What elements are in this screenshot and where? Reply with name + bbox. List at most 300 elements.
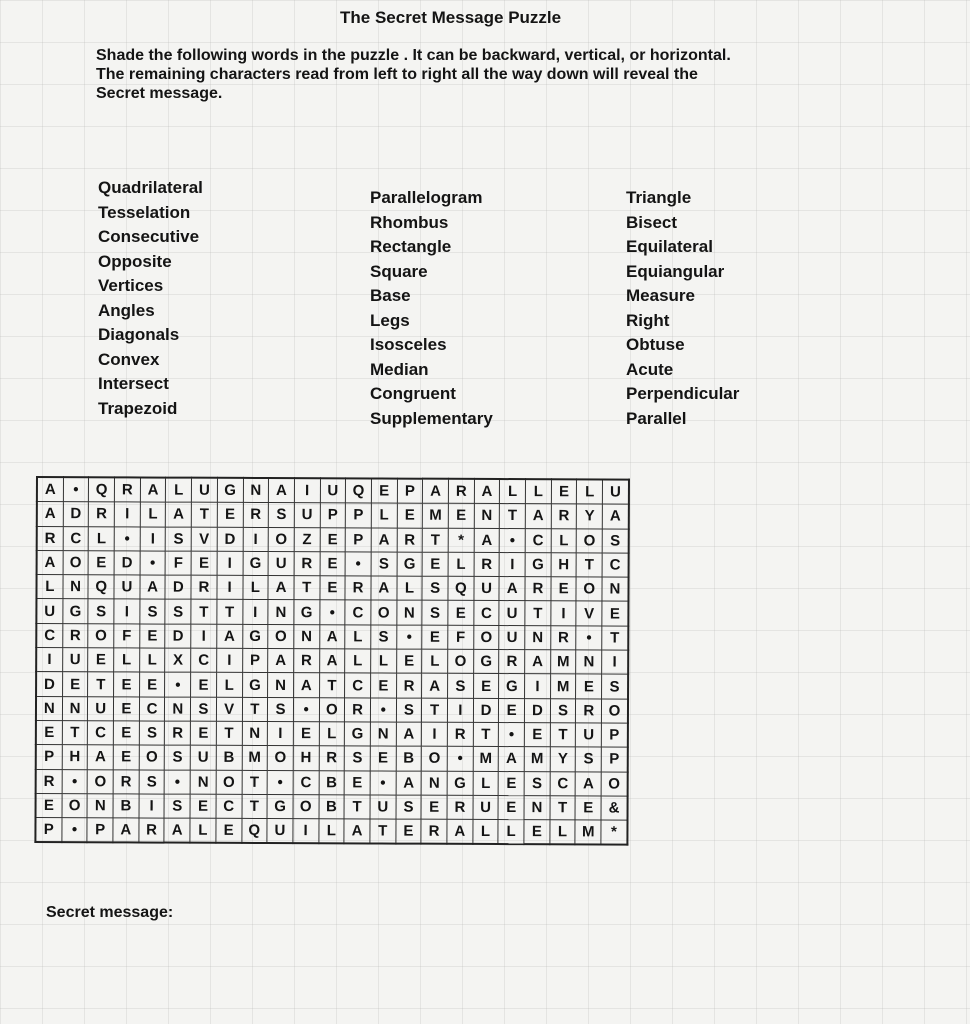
grid-cell[interactable]: G: [243, 551, 269, 575]
grid-cell[interactable]: R: [345, 698, 371, 722]
grid-cell[interactable]: O: [216, 770, 242, 794]
grid-cell[interactable]: •: [370, 771, 396, 795]
grid-cell[interactable]: T: [550, 723, 576, 747]
grid-cell[interactable]: N: [242, 721, 268, 745]
grid-cell[interactable]: S: [576, 747, 602, 771]
grid-cell[interactable]: C: [216, 794, 242, 818]
grid-cell[interactable]: L: [371, 649, 397, 673]
grid-cell[interactable]: C: [345, 673, 371, 697]
grid-cell[interactable]: C: [474, 601, 500, 625]
grid-cell[interactable]: •: [293, 697, 319, 721]
grid-cell[interactable]: I: [139, 794, 165, 818]
grid-cell[interactable]: A: [371, 576, 397, 600]
grid-cell[interactable]: C: [550, 771, 576, 795]
grid-cell[interactable]: V: [216, 697, 242, 721]
grid-cell[interactable]: H: [293, 746, 319, 770]
grid-cell[interactable]: F: [448, 625, 474, 649]
grid-cell[interactable]: L: [473, 820, 499, 845]
grid-cell[interactable]: R: [396, 673, 422, 697]
grid-cell[interactable]: A: [37, 477, 63, 502]
grid-cell[interactable]: L: [166, 478, 192, 503]
grid-cell[interactable]: E: [190, 794, 216, 818]
grid-cell[interactable]: N: [268, 600, 294, 624]
grid-cell[interactable]: L: [500, 479, 526, 504]
grid-cell[interactable]: E: [88, 648, 114, 672]
grid-cell[interactable]: A: [319, 649, 345, 673]
grid-cell[interactable]: O: [371, 600, 397, 624]
grid-cell[interactable]: I: [268, 721, 294, 745]
grid-cell[interactable]: N: [62, 696, 88, 720]
grid-cell[interactable]: D: [165, 575, 191, 599]
grid-cell[interactable]: U: [267, 819, 293, 844]
grid-cell[interactable]: S: [602, 674, 628, 698]
grid-cell[interactable]: E: [344, 770, 370, 794]
secret-message-answer-area[interactable]: [200, 904, 800, 924]
grid-cell[interactable]: •: [140, 551, 166, 575]
grid-cell[interactable]: U: [36, 599, 62, 623]
grid-cell[interactable]: O: [63, 551, 89, 575]
grid-cell[interactable]: S: [371, 625, 397, 649]
grid-cell[interactable]: L: [318, 819, 344, 844]
grid-cell[interactable]: P: [397, 479, 423, 504]
grid-cell[interactable]: P: [601, 723, 627, 747]
grid-cell[interactable]: E: [370, 673, 396, 697]
grid-cell[interactable]: A: [499, 747, 525, 771]
grid-cell[interactable]: A: [269, 478, 295, 503]
grid-cell[interactable]: G: [473, 649, 499, 673]
grid-cell[interactable]: D: [473, 698, 499, 722]
grid-cell[interactable]: C: [293, 770, 319, 794]
grid-cell[interactable]: E: [524, 820, 550, 845]
grid-cell[interactable]: A: [396, 722, 422, 746]
grid-cell[interactable]: P: [242, 648, 268, 672]
grid-cell[interactable]: T: [242, 697, 268, 721]
grid-cell[interactable]: U: [190, 745, 216, 769]
grid-cell[interactable]: Q: [241, 819, 267, 844]
grid-cell[interactable]: B: [319, 795, 345, 819]
grid-cell[interactable]: O: [473, 625, 499, 649]
grid-cell[interactable]: S: [422, 601, 448, 625]
grid-cell[interactable]: A: [525, 504, 551, 528]
grid-cell[interactable]: L: [551, 528, 577, 552]
grid-cell[interactable]: S: [550, 698, 576, 722]
grid-cell[interactable]: A: [217, 624, 243, 648]
grid-cell[interactable]: S: [166, 527, 192, 551]
grid-cell[interactable]: A: [268, 576, 294, 600]
grid-cell[interactable]: O: [422, 746, 448, 770]
grid-cell[interactable]: N: [474, 504, 500, 528]
grid-cell[interactable]: O: [576, 577, 602, 601]
grid-cell[interactable]: R: [397, 528, 423, 552]
grid-cell[interactable]: •: [62, 769, 88, 793]
grid-cell[interactable]: S: [524, 771, 550, 795]
grid-cell[interactable]: R: [165, 721, 191, 745]
grid-cell[interactable]: •: [62, 818, 88, 843]
grid-cell[interactable]: R: [191, 575, 217, 599]
grid-cell[interactable]: A: [422, 674, 448, 698]
grid-cell[interactable]: R: [113, 769, 139, 793]
grid-cell[interactable]: T: [525, 601, 551, 625]
grid-cell[interactable]: T: [500, 504, 526, 528]
grid-cell[interactable]: S: [396, 795, 422, 819]
grid-cell[interactable]: S: [602, 529, 628, 553]
grid-cell[interactable]: E: [396, 819, 422, 844]
grid-cell[interactable]: E: [191, 551, 217, 575]
grid-cell[interactable]: L: [550, 820, 576, 845]
grid-cell[interactable]: •: [370, 698, 396, 722]
grid-cell[interactable]: E: [602, 601, 628, 625]
grid-cell[interactable]: L: [525, 479, 551, 504]
grid-cell[interactable]: •: [576, 626, 602, 650]
grid-cell[interactable]: T: [217, 600, 243, 624]
grid-cell[interactable]: T: [62, 721, 88, 745]
grid-cell[interactable]: L: [422, 649, 448, 673]
grid-cell[interactable]: D: [524, 698, 550, 722]
grid-cell[interactable]: N: [370, 722, 396, 746]
grid-cell[interactable]: E: [320, 576, 346, 600]
grid-cell[interactable]: P: [346, 503, 372, 527]
grid-cell[interactable]: A: [423, 479, 449, 504]
grid-cell[interactable]: R: [551, 504, 577, 528]
grid-cell[interactable]: E: [320, 527, 346, 551]
grid-cell[interactable]: A: [37, 550, 63, 574]
grid-cell[interactable]: S: [165, 745, 191, 769]
grid-cell[interactable]: I: [525, 674, 551, 698]
grid-cell[interactable]: P: [87, 818, 113, 843]
grid-cell[interactable]: R: [243, 503, 269, 527]
grid-cell[interactable]: N: [294, 624, 320, 648]
grid-cell[interactable]: A: [371, 528, 397, 552]
grid-cell[interactable]: E: [371, 478, 397, 503]
grid-cell[interactable]: E: [36, 720, 62, 744]
grid-cell[interactable]: L: [140, 502, 166, 526]
grid-cell[interactable]: S: [448, 674, 474, 698]
grid-cell[interactable]: E: [114, 672, 140, 696]
grid-cell[interactable]: E: [448, 601, 474, 625]
grid-cell[interactable]: P: [601, 747, 627, 771]
grid-cell[interactable]: T: [216, 721, 242, 745]
grid-cell[interactable]: T: [422, 528, 448, 552]
grid-cell[interactable]: F: [114, 624, 140, 648]
grid-cell[interactable]: O: [87, 769, 113, 793]
grid-cell[interactable]: N: [396, 601, 422, 625]
grid-cell[interactable]: A: [602, 504, 628, 528]
grid-cell[interactable]: A: [164, 818, 190, 843]
grid-cell[interactable]: L: [190, 818, 216, 843]
grid-cell[interactable]: •: [267, 770, 293, 794]
grid-cell[interactable]: &: [601, 796, 627, 820]
grid-cell[interactable]: A: [37, 502, 63, 526]
grid-cell[interactable]: T: [422, 698, 448, 722]
grid-cell[interactable]: E: [320, 552, 346, 576]
grid-cell[interactable]: A: [113, 818, 139, 843]
grid-cell[interactable]: S: [165, 600, 191, 624]
grid-cell[interactable]: G: [63, 599, 89, 623]
grid-cell[interactable]: G: [499, 674, 525, 698]
grid-cell[interactable]: I: [602, 650, 628, 674]
grid-cell[interactable]: L: [397, 576, 423, 600]
grid-cell[interactable]: E: [421, 795, 447, 819]
grid-cell[interactable]: N: [525, 625, 551, 649]
grid-cell[interactable]: E: [36, 793, 62, 817]
grid-cell[interactable]: A: [525, 650, 551, 674]
grid-cell[interactable]: O: [139, 745, 165, 769]
grid-cell[interactable]: I: [217, 551, 243, 575]
grid-cell[interactable]: Y: [550, 747, 576, 771]
grid-cell[interactable]: U: [320, 478, 346, 503]
grid-cell[interactable]: E: [551, 577, 577, 601]
grid-cell[interactable]: C: [36, 623, 62, 647]
grid-cell[interactable]: E: [216, 818, 242, 843]
grid-cell[interactable]: L: [577, 479, 603, 504]
grid-cell[interactable]: G: [397, 552, 423, 576]
grid-cell[interactable]: E: [62, 672, 88, 696]
grid-cell[interactable]: R: [89, 502, 115, 526]
grid-cell[interactable]: •: [114, 526, 140, 550]
grid-cell[interactable]: P: [36, 745, 62, 769]
grid-cell[interactable]: E: [113, 721, 139, 745]
grid-cell[interactable]: O: [88, 624, 114, 648]
grid-cell[interactable]: T: [319, 673, 345, 697]
grid-cell[interactable]: L: [36, 575, 62, 599]
grid-cell[interactable]: C: [602, 553, 628, 577]
grid-cell[interactable]: N: [190, 770, 216, 794]
grid-cell[interactable]: V: [576, 601, 602, 625]
grid-cell[interactable]: E: [499, 698, 525, 722]
grid-cell[interactable]: U: [499, 625, 525, 649]
grid-cell[interactable]: I: [242, 600, 268, 624]
grid-cell[interactable]: N: [63, 575, 89, 599]
grid-cell[interactable]: U: [114, 575, 140, 599]
grid-cell[interactable]: D: [36, 672, 62, 696]
grid-cell[interactable]: I: [114, 599, 140, 623]
grid-cell[interactable]: I: [551, 601, 577, 625]
grid-cell[interactable]: B: [113, 794, 139, 818]
grid-cell[interactable]: U: [192, 478, 218, 503]
grid-cell[interactable]: L: [216, 673, 242, 697]
grid-cell[interactable]: M: [550, 650, 576, 674]
grid-cell[interactable]: E: [576, 674, 602, 698]
grid-cell[interactable]: O: [319, 697, 345, 721]
grid-cell[interactable]: N: [524, 795, 550, 819]
grid-cell[interactable]: I: [293, 819, 319, 844]
grid-cell[interactable]: R: [139, 818, 165, 843]
grid-cell[interactable]: U: [62, 648, 88, 672]
grid-cell[interactable]: O: [601, 772, 627, 796]
grid-cell[interactable]: B: [216, 746, 242, 770]
grid-cell[interactable]: L: [448, 552, 474, 576]
grid-cell[interactable]: Q: [89, 477, 115, 502]
grid-cell[interactable]: I: [422, 722, 448, 746]
grid-cell[interactable]: O: [577, 528, 603, 552]
grid-cell[interactable]: L: [473, 771, 499, 795]
grid-cell[interactable]: A: [474, 528, 500, 552]
grid-cell[interactable]: R: [499, 650, 525, 674]
grid-cell[interactable]: E: [422, 552, 448, 576]
grid-cell[interactable]: A: [396, 771, 422, 795]
grid-cell[interactable]: G: [447, 771, 473, 795]
grid-cell[interactable]: Q: [448, 576, 474, 600]
grid-cell[interactable]: O: [62, 793, 88, 817]
grid-cell[interactable]: L: [319, 722, 345, 746]
grid-cell[interactable]: E: [293, 722, 319, 746]
grid-cell[interactable]: T: [550, 796, 576, 820]
grid-cell[interactable]: R: [319, 746, 345, 770]
grid-cell[interactable]: O: [448, 649, 474, 673]
grid-cell[interactable]: G: [242, 673, 268, 697]
grid-cell[interactable]: Y: [577, 504, 603, 528]
grid-cell[interactable]: T: [577, 553, 603, 577]
grid-cell[interactable]: C: [88, 721, 114, 745]
grid-cell[interactable]: P: [35, 818, 61, 843]
grid-cell[interactable]: D: [217, 527, 243, 551]
grid-cell[interactable]: C: [345, 600, 371, 624]
grid-cell[interactable]: E: [551, 479, 577, 504]
grid-cell[interactable]: E: [448, 504, 474, 528]
grid-cell[interactable]: L: [139, 648, 165, 672]
grid-cell[interactable]: E: [575, 796, 601, 820]
grid-cell[interactable]: R: [447, 722, 473, 746]
grid-cell[interactable]: N: [165, 697, 191, 721]
grid-cell[interactable]: I: [294, 478, 320, 503]
grid-cell[interactable]: E: [397, 503, 423, 527]
grid-cell[interactable]: E: [88, 551, 114, 575]
grid-cell[interactable]: L: [498, 820, 524, 845]
grid-cell[interactable]: A: [140, 575, 166, 599]
grid-cell[interactable]: R: [447, 795, 473, 819]
grid-cell[interactable]: •: [63, 477, 89, 502]
grid-cell[interactable]: T: [344, 795, 370, 819]
grid-cell[interactable]: U: [370, 795, 396, 819]
grid-cell[interactable]: L: [89, 526, 115, 550]
grid-cell[interactable]: I: [243, 527, 269, 551]
grid-cell[interactable]: C: [139, 697, 165, 721]
grid-cell[interactable]: E: [498, 771, 524, 795]
grid-cell[interactable]: A: [499, 577, 525, 601]
grid-cell[interactable]: M: [575, 820, 601, 845]
grid-cell[interactable]: U: [576, 723, 602, 747]
grid-cell[interactable]: E: [217, 503, 243, 527]
grid-cell[interactable]: •: [165, 770, 191, 794]
grid-cell[interactable]: L: [345, 649, 371, 673]
grid-cell[interactable]: •: [500, 528, 526, 552]
grid-cell[interactable]: M: [473, 747, 499, 771]
grid-cell[interactable]: G: [525, 553, 551, 577]
grid-cell[interactable]: D: [63, 502, 89, 526]
grid-cell[interactable]: G: [242, 624, 268, 648]
grid-cell[interactable]: I: [191, 624, 217, 648]
grid-cell[interactable]: Z: [294, 527, 320, 551]
grid-cell[interactable]: C: [63, 526, 89, 550]
grid-cell[interactable]: U: [603, 479, 629, 504]
grid-cell[interactable]: T: [242, 794, 268, 818]
grid-cell[interactable]: *: [601, 820, 627, 845]
grid-cell[interactable]: S: [371, 552, 397, 576]
grid-cell[interactable]: G: [217, 478, 243, 503]
grid-cell[interactable]: O: [268, 624, 294, 648]
grid-cell[interactable]: L: [371, 503, 397, 527]
grid-cell[interactable]: R: [62, 623, 88, 647]
grid-cell[interactable]: E: [113, 697, 139, 721]
grid-cell[interactable]: U: [499, 601, 525, 625]
grid-cell[interactable]: P: [320, 503, 346, 527]
grid-cell[interactable]: L: [242, 576, 268, 600]
grid-cell[interactable]: R: [550, 626, 576, 650]
grid-cell[interactable]: A: [344, 819, 370, 844]
grid-cell[interactable]: R: [37, 526, 63, 550]
grid-cell[interactable]: •: [396, 625, 422, 649]
grid-cell[interactable]: R: [421, 819, 447, 844]
grid-cell[interactable]: T: [242, 770, 268, 794]
grid-cell[interactable]: E: [113, 745, 139, 769]
grid-cell[interactable]: F: [166, 551, 192, 575]
grid-cell[interactable]: M: [242, 746, 268, 770]
grid-cell[interactable]: S: [268, 503, 294, 527]
grid-cell[interactable]: A: [268, 649, 294, 673]
grid-cell[interactable]: S: [344, 746, 370, 770]
grid-cell[interactable]: S: [88, 599, 114, 623]
grid-cell[interactable]: N: [36, 696, 62, 720]
grid-cell[interactable]: D: [165, 624, 191, 648]
grid-cell[interactable]: U: [268, 551, 294, 575]
grid-cell[interactable]: N: [87, 794, 113, 818]
grid-cell[interactable]: R: [294, 552, 320, 576]
grid-cell[interactable]: S: [191, 697, 217, 721]
grid-cell[interactable]: E: [370, 746, 396, 770]
grid-cell[interactable]: A: [140, 477, 166, 502]
grid-cell[interactable]: P: [345, 527, 371, 551]
grid-cell[interactable]: I: [140, 527, 166, 551]
grid-cell[interactable]: R: [114, 477, 140, 502]
grid-cell[interactable]: U: [294, 503, 320, 527]
grid-cell[interactable]: C: [191, 648, 217, 672]
grid-cell[interactable]: I: [216, 648, 242, 672]
grid-cell[interactable]: E: [191, 673, 217, 697]
grid-cell[interactable]: A: [293, 673, 319, 697]
grid-cell[interactable]: G: [267, 794, 293, 818]
grid-cell[interactable]: M: [524, 747, 550, 771]
grid-cell[interactable]: N: [268, 673, 294, 697]
grid-cell[interactable]: •: [345, 552, 371, 576]
grid-cell[interactable]: T: [191, 502, 217, 526]
grid-cell[interactable]: A: [319, 625, 345, 649]
grid-cell[interactable]: B: [319, 770, 345, 794]
grid-cell[interactable]: Q: [346, 478, 372, 503]
grid-cell[interactable]: H: [551, 553, 577, 577]
grid-cell[interactable]: I: [447, 698, 473, 722]
grid-cell[interactable]: R: [525, 577, 551, 601]
grid-cell[interactable]: S: [139, 721, 165, 745]
grid-cell[interactable]: O: [602, 699, 628, 723]
grid-cell[interactable]: I: [114, 502, 140, 526]
grid-cell[interactable]: S: [422, 576, 448, 600]
grid-cell[interactable]: •: [319, 600, 345, 624]
grid-cell[interactable]: A: [88, 745, 114, 769]
grid-cell[interactable]: N: [576, 650, 602, 674]
grid-cell[interactable]: R: [36, 769, 62, 793]
grid-cell[interactable]: E: [473, 674, 499, 698]
grid-cell[interactable]: O: [268, 527, 294, 551]
grid-cell[interactable]: I: [499, 552, 525, 576]
grid-cell[interactable]: L: [114, 648, 140, 672]
grid-cell[interactable]: N: [421, 771, 447, 795]
grid-cell[interactable]: *: [448, 528, 474, 552]
grid-cell[interactable]: H: [62, 745, 88, 769]
grid-cell[interactable]: T: [602, 626, 628, 650]
grid-cell[interactable]: R: [448, 479, 474, 504]
grid-cell[interactable]: B: [396, 746, 422, 770]
grid-cell[interactable]: U: [474, 577, 500, 601]
